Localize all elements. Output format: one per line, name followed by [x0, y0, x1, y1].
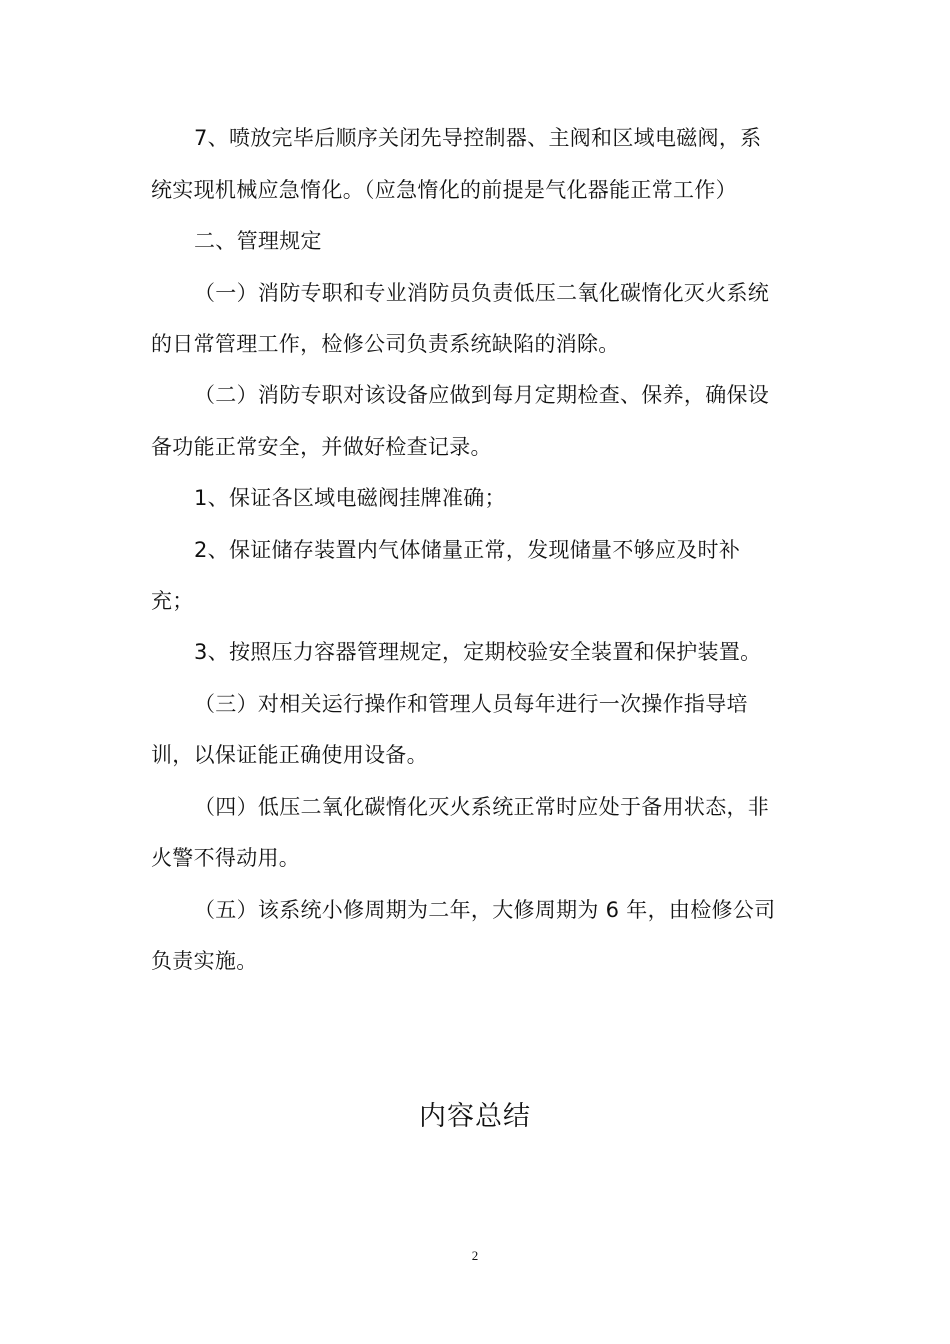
list-item-3: 3、按照压力容器管理规定，定期校验安全装置和保护装置。	[194, 640, 762, 664]
list-item-2: 2、保证储存装置内气体储量正常，发现储量不够应及时补	[194, 538, 741, 562]
section-heading: 二、管理规定	[194, 229, 322, 253]
paragraph-line-13: 训，以保证能正确使用设备。	[151, 743, 428, 767]
paragraph-line-15: 火警不得动用。	[151, 846, 301, 870]
list-item-1: 1、保证各区域电磁阀挂牌准确；	[194, 486, 506, 510]
list-item-2-continued: 充；	[151, 589, 194, 613]
page-number: 2	[471, 1248, 479, 1263]
paragraph-line-4: （一）消防专职和专业消防员负责低压二氧化碳惰化灭火系统	[194, 281, 770, 305]
paragraph-line-12: （三）对相关运行操作和管理人员每年进行一次操作指导培	[194, 692, 748, 716]
paragraph-line-1: 7、喷放完毕后顺序关闭先导控制器、主阀和区域电磁阀，系	[194, 126, 762, 150]
summary-heading: 内容总结	[419, 1101, 531, 1132]
paragraph-line-14: （四）低压二氧化碳惰化灭火系统正常时应处于备用状态，非	[194, 795, 770, 819]
paragraph-line-7: 备功能正常安全，并做好检查记录。	[151, 435, 492, 459]
paragraph-line-5: 的日常管理工作，检修公司负责系统缺陷的消除。	[151, 332, 620, 356]
paragraph-line-2: 统实现机械应急惰化。（应急惰化的前提是气化器能正常工作）	[151, 178, 737, 202]
paragraph-line-16: （五）该系统小修周期为二年，大修周期为 6 年，由检修公司	[194, 898, 776, 922]
paragraph-line-6: （二）消防专职对该设备应做到每月定期检查、保养，确保设	[194, 383, 770, 407]
paragraph-line-17: 负责实施。	[151, 949, 258, 973]
